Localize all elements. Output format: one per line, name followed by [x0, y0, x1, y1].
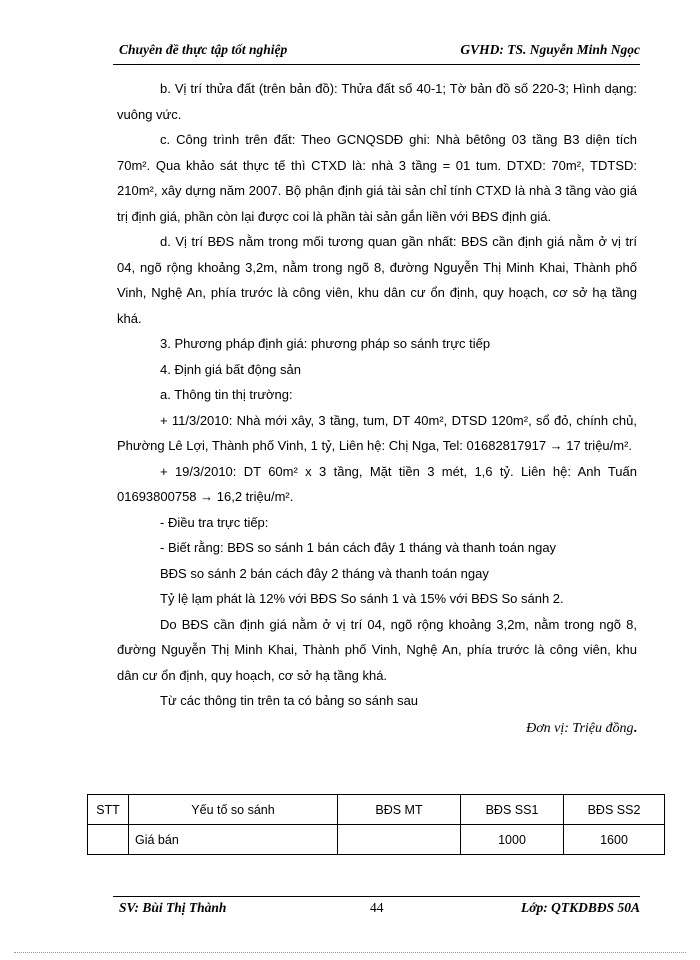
cell-stt [88, 825, 129, 855]
footer-rule [113, 896, 640, 897]
footer-class: Lớp: QTKDBĐS 50A [520, 900, 640, 915]
comparison-table [87, 794, 665, 855]
document-body [117, 76, 637, 741]
paragraph-property-location: d. Vị trí BĐS nằm trong mối tương quan gần nhất: BĐS cần định giá nằm ở vị trí 04, ngõ rộng khoảng 3,2m, nằm trong ngõ 8, đường Nguyễn Thị Minh Khai, Thành phố Vinh, Nghệ An, phía trước là công viên, khu dân cư ổn định, quy hoạch, cơ sở hạ tầng khá. [117, 234, 637, 326]
paragraph-construction: c. Công trình trên đất: Theo GCNQSDĐ ghi: Nhà bêtông 03 tầng B3 diện tích 70m². Qua khảo sát thực tế thì CTXD là: nhà 3 tầng = 01 tum. DTXD: 70m², TDTSD: 210m², xây dựng năm 2007. Bộ phận định giá tài sản chỉ tính CTXD là nhà 3 tầng vào giá trị định giá, phần còn lại được coi là phần tài sản gắn liền với BĐS định giá. [117, 132, 637, 224]
unit-text: Đơn vị: Triệu đồng [526, 720, 634, 736]
header-rule [113, 64, 640, 65]
table-header-row [88, 795, 665, 825]
col-header-factor: Yếu tố so sánh [129, 795, 338, 825]
page-bottom-border [14, 952, 686, 953]
header-right: GVHD: TS. Nguyễn Minh Ngọc [460, 42, 640, 57]
paragraph-known-1: - Biết rằng: BĐS so sánh 1 bán cách đây 1 tháng và thanh toán ngay [160, 540, 557, 555]
paragraph-table-intro: Từ các thông tin trên ta có bảng so sánh sau [160, 693, 419, 708]
cell-ss2: 1600 [564, 825, 665, 855]
cell-ss1: 1000 [461, 825, 564, 855]
page-number: 44 [370, 900, 384, 915]
table-row [88, 825, 665, 855]
col-header-ss2: BĐS SS2 [564, 795, 665, 825]
col-header-ss1: BĐS SS1 [461, 795, 564, 825]
page-footer [113, 900, 640, 920]
paragraph-land-location: b. Vị trí thửa đất (trên bản đồ): Thửa đất số 40-1; Tờ bản đồ số 220-3; Hình dạng: vuông vức. [117, 81, 637, 122]
paragraph-subject-location: Do BĐS cần định giá nằm ở vị trí 04, ngõ rộng khoảng 3,2m, nằm trong ngõ 8, đường Nguyễn Thị Minh Khai, Thành phố Vinh, Nghệ An, phía trước là công viên, khu dân cư ổn định, quy hoạch, cơ sở hạ tầng khá. [117, 616, 637, 683]
paragraph-known-2: BĐS so sánh 2 bán cách đây 2 tháng và thanh toán ngay [160, 565, 489, 581]
col-header-mt: BĐS MT [338, 795, 461, 825]
header-left: Chuyên đề thực tập tốt nghiệp [119, 42, 288, 57]
paragraph-valuation-heading: 4. Định giá bất động sản [160, 361, 301, 377]
paragraph-survey: - Điều tra trực tiếp: [160, 514, 269, 530]
paragraph-comparable-2: + 19/3/2010: DT 60m² x 3 tầng, Mặt tiền 3 mét, 1,6 tỷ. Liên hệ: Anh Tuấn 01693800758 → 16,2 triệu/m². [117, 463, 637, 504]
cell-factor: Giá bán [129, 825, 338, 855]
cell-mt [338, 825, 461, 855]
paragraph-method: 3. Phương pháp định giá: phương pháp so sánh trực tiếp [160, 336, 491, 351]
paragraph-comparable-1: + 11/3/2010: Nhà mới xây, 3 tầng, tum, DT 40m², DTSD 120m², sổ đỏ, chính chủ, Phường Lê Lợi, Thành phố Vinh, 1 tỷ, Liên hệ: Chị Nga, Tel: 01682817917 → 17 triệu/m². [117, 412, 637, 453]
unit-label [117, 716, 637, 742]
col-header-stt: STT [88, 795, 129, 825]
page-header [113, 42, 640, 62]
paragraph-market-info: a. Thông tin thị trường: [160, 387, 293, 402]
paragraph-inflation: Tỷ lệ lạm phát là 12% với BĐS So sánh 1 và 15% với BĐS So sánh 2. [160, 591, 564, 606]
unit-suffix: . [633, 720, 637, 736]
footer-student: SV: Bùi Thị Thành [119, 900, 227, 915]
